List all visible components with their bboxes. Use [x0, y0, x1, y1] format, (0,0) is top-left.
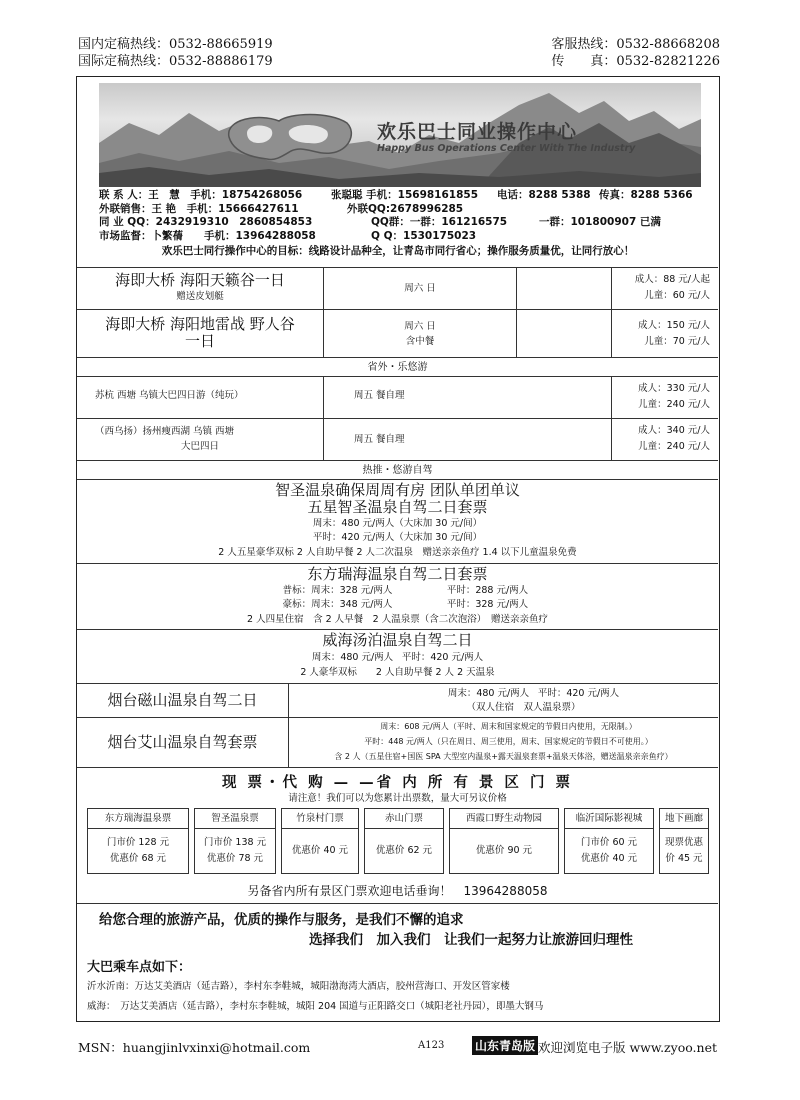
route-days: 周六 日	[404, 283, 436, 294]
adult-price: 成人：340 元/人	[638, 425, 710, 436]
route-days: 周五 餐自理	[354, 390, 405, 401]
page-number: A123	[418, 1040, 445, 1051]
package-title: 烟台艾山温泉自驾套票	[107, 733, 258, 751]
ticket-card	[364, 808, 444, 874]
bus-pickup-label: 大巴乘车点如下：	[87, 960, 192, 975]
banner	[99, 83, 701, 187]
page-footer	[78, 1036, 720, 1056]
standard-weekday-price: 平时：288 元/两人	[446, 585, 529, 596]
section-hot-label: 热推・悠游自驾	[77, 460, 718, 479]
fax-number: 传 真：0532-82821226	[551, 54, 720, 69]
company-motto: 欢乐巴士同行操作中心的目标：线路设计品种全，让青岛市同行省心；操作服务质量优，让同行放心！	[161, 245, 635, 257]
ticket-discount-price: 价 45 元	[665, 853, 703, 864]
route-name-line2: 大巴四日	[180, 441, 219, 452]
weekday-price: 平时：420 元/两人（大床加 30 元/间）	[312, 532, 483, 543]
flyer-sheet	[76, 76, 720, 1022]
yantai-cishan-row	[77, 683, 718, 717]
office-phone: 电话：8288 5388	[497, 189, 591, 201]
ticket-name: 东方瑞海温泉票	[88, 809, 188, 829]
child-price: 儿童：240 元/人	[638, 441, 710, 452]
package-inclusions: 含 2 人（五星住宿+国医 SPA 大型室内温泉+露天温泉套票+温泉天体浴，赠送温泉亲亲鱼疗）	[334, 752, 673, 761]
ticket-name: 西霞口野生动物园	[450, 809, 558, 829]
table-row	[77, 418, 718, 460]
package-title: 东方瑞海温泉自驾二日套票	[307, 565, 488, 583]
ticket-discount-label: 现票优惠	[664, 837, 703, 848]
website-link[interactable]: 欢迎浏览电子版 www.zyoo.net	[538, 1040, 717, 1055]
weekend-price: 周末：480 元/两人	[311, 652, 394, 663]
ticket-card	[659, 808, 709, 874]
package-title: 烟台磁山温泉自驾二日	[107, 691, 258, 709]
route-table	[77, 267, 718, 1017]
section-outer-label: 省外・乐悠游	[77, 357, 718, 376]
ticket-discount-price: 优惠价 62 元	[375, 845, 433, 856]
weekday-price: 平时：448 元/两人（只在周日、周三使用，周末、国家规定的节假日不可使用。）	[364, 737, 653, 746]
sales-contact: 外联销售：王 艳 手机：15666427611	[99, 202, 299, 215]
route-name: 苏杭 西塘 乌镇大巴四日游（纯玩）	[95, 390, 244, 401]
package-inclusions: （双人住宿 双人温泉票）	[466, 702, 581, 713]
contact-wang-hui: 联 系 人：王 慧 手机：18754268056	[99, 189, 303, 201]
standard-weekend-price: 普标：周末：328 元/两人	[282, 585, 393, 596]
route-name: 海即大桥 海阳天籁谷一日	[115, 271, 285, 289]
tickets-section	[77, 767, 718, 903]
happy-bus-logo-icon	[219, 111, 359, 163]
banner-subtitle: Happy Bus Operations Center With The Industry	[377, 143, 636, 154]
bus-pickup-line-2: 威海： 万达艾美酒店（延吉路），李村东李鞋城，城阳 204 国道与正阳路交口（城阳老社丹园），即墨大钢马	[87, 1001, 544, 1012]
service-hotline: 客服热线：0532-88668208	[551, 37, 720, 52]
route-name: （西乌扬）扬州瘦西湖 乌镇 西塘	[95, 426, 235, 437]
weekend-price: 周末：480 元/两人（大床加 30 元/间）	[312, 518, 483, 529]
slogan-line-1: 给您合理的旅游产品，优质的操作与服务，是我们不懈的追求	[99, 912, 464, 928]
contact-info	[99, 189, 701, 243]
sales-qq: 外联QQ:2678996285	[347, 202, 464, 215]
qq-group-1: QQ群：一群：161216575	[371, 216, 508, 228]
adult-price: 成人：330 元/人	[638, 383, 710, 394]
ticket-discount-price: 优惠价 78 元	[206, 853, 264, 864]
child-price: 儿童：70 元/人	[644, 336, 710, 347]
dongfang-package	[77, 563, 718, 629]
ticket-card	[564, 808, 654, 874]
ticket-discount-price: 优惠价 40 元	[580, 853, 638, 864]
package-title: 威海汤泊温泉自驾二日	[322, 631, 473, 649]
adult-price: 成人：88 元/人起	[634, 274, 710, 285]
ticket-discount-price: 优惠价 40 元	[291, 845, 349, 856]
child-price: 儿童：60 元/人	[644, 290, 710, 301]
weihai-package	[77, 629, 718, 683]
ticket-discount-price: 优惠价 90 元	[475, 845, 533, 856]
ticket-card	[281, 808, 359, 874]
ticket-card	[449, 808, 559, 874]
ticket-name: 临沂国际影视城	[565, 809, 653, 829]
table-row	[77, 309, 718, 357]
weekday-price: 平时：420 元/两人	[537, 688, 620, 699]
ticket-inquiry: 另备省内所有景区门票欢迎电话垂询！ 13964288058	[247, 884, 548, 898]
zhisheng-package	[77, 479, 718, 563]
qq-group-full: 一群：101800907 已满	[539, 216, 661, 228]
market-supervisor: 市场监督：卜繁蒨 手机：13964288058	[99, 229, 316, 242]
route-name: 海即大桥 海阳地雷战 野人谷	[105, 315, 295, 333]
adult-price: 成人：150 元/人	[638, 320, 710, 331]
ticket-name: 地下画廊	[660, 809, 708, 829]
ticket-name: 竹泉村门票	[282, 809, 358, 829]
route-meal: 含中餐	[405, 336, 435, 347]
hotline-header	[78, 36, 720, 70]
edition-badge: 山东青岛版	[472, 1036, 538, 1055]
package-title: 五星智圣温泉自驾二日套票	[307, 498, 488, 516]
ticket-name: 智圣温泉票	[195, 809, 275, 829]
banner-title: 欢乐巴士同业操作中心	[377, 121, 578, 143]
weekend-price: 周末：480 元/两人	[447, 688, 530, 699]
contact-zhang: 张聪聪 手机：15698161855	[331, 189, 479, 201]
slogan-line-2: 选择我们 加入我们 让我们一起努力让旅游回归理性	[309, 932, 633, 948]
route-days: 周六 日	[404, 321, 436, 332]
weekend-price: 周末：608 元/两人（平时、周末和国家规定的节假日内使用，无限制。）	[380, 722, 637, 731]
peer-qq: 同 业 QQ：2432919310 2860854853	[99, 216, 313, 228]
route-name-line2: 一日	[184, 332, 215, 350]
package-inclusions: 2 人四星住宿 含 2 人早餐 2 人温泉票（含二次泡浴） 赠送亲亲鱼疗	[247, 614, 548, 625]
ticket-grid	[87, 808, 709, 874]
ticket-retail-price: 门市价 138 元	[203, 837, 267, 848]
deluxe-weekend-price: 豪标：周末：348 元/两人	[282, 599, 393, 610]
ticket-name: 赤山门票	[365, 809, 443, 829]
table-row	[77, 267, 718, 309]
weekday-price: 平时：420 元/两人	[401, 652, 484, 663]
international-hotline: 国际定稿热线：0532-88886179	[78, 54, 273, 69]
msn-contact: MSN：huangjinlvxinxi@hotmail.com	[78, 1040, 311, 1055]
child-price: 儿童：240 元/人	[638, 399, 710, 410]
bus-pickup-line-1: 沂水沂南：万达艾美酒店（延吉路），李村东李鞋城，城阳渤海湾大酒店，胶州营海口、开发区管家楼	[87, 981, 510, 992]
route-days: 周五 餐自理	[354, 434, 405, 445]
ticket-discount-price: 优惠价 68 元	[109, 853, 167, 864]
domestic-hotline: 国内定稿热线：0532-88665919	[78, 37, 273, 52]
yantai-aishan-row	[77, 717, 718, 767]
supervisor-qq: Q Q：1530175023	[371, 229, 477, 242]
ticket-retail-price: 门市价 128 元	[106, 837, 170, 848]
office-fax: 传真：8288 5366	[599, 189, 693, 201]
route-note: 赠送皮划艇	[176, 291, 224, 302]
tickets-notice: 请注意！我们可以为您累计出票数，量大可另议价格	[288, 793, 507, 804]
ticket-card	[87, 808, 189, 874]
table-row	[77, 376, 718, 418]
ticket-retail-price: 门市价 60 元	[580, 837, 638, 848]
package-inclusions: 2 人豪华双标 2 人自助早餐 2 人 2 天温泉	[300, 667, 495, 678]
ticket-card	[194, 808, 276, 874]
package-inclusions: 2 人五星豪华双标 2 人自助早餐 2 人二次温泉 赠送亲亲鱼疗 1.4 以下儿童温泉免费	[218, 547, 577, 558]
package-headline: 智圣温泉确保周周有房 团队单团单议	[275, 481, 520, 499]
deluxe-weekday-price: 平时：328 元/两人	[446, 599, 529, 610]
slogan-bus-section	[77, 903, 718, 1017]
tickets-title: 现 票・代 购 — —省 内 所 有 景 区 门 票	[221, 775, 574, 791]
